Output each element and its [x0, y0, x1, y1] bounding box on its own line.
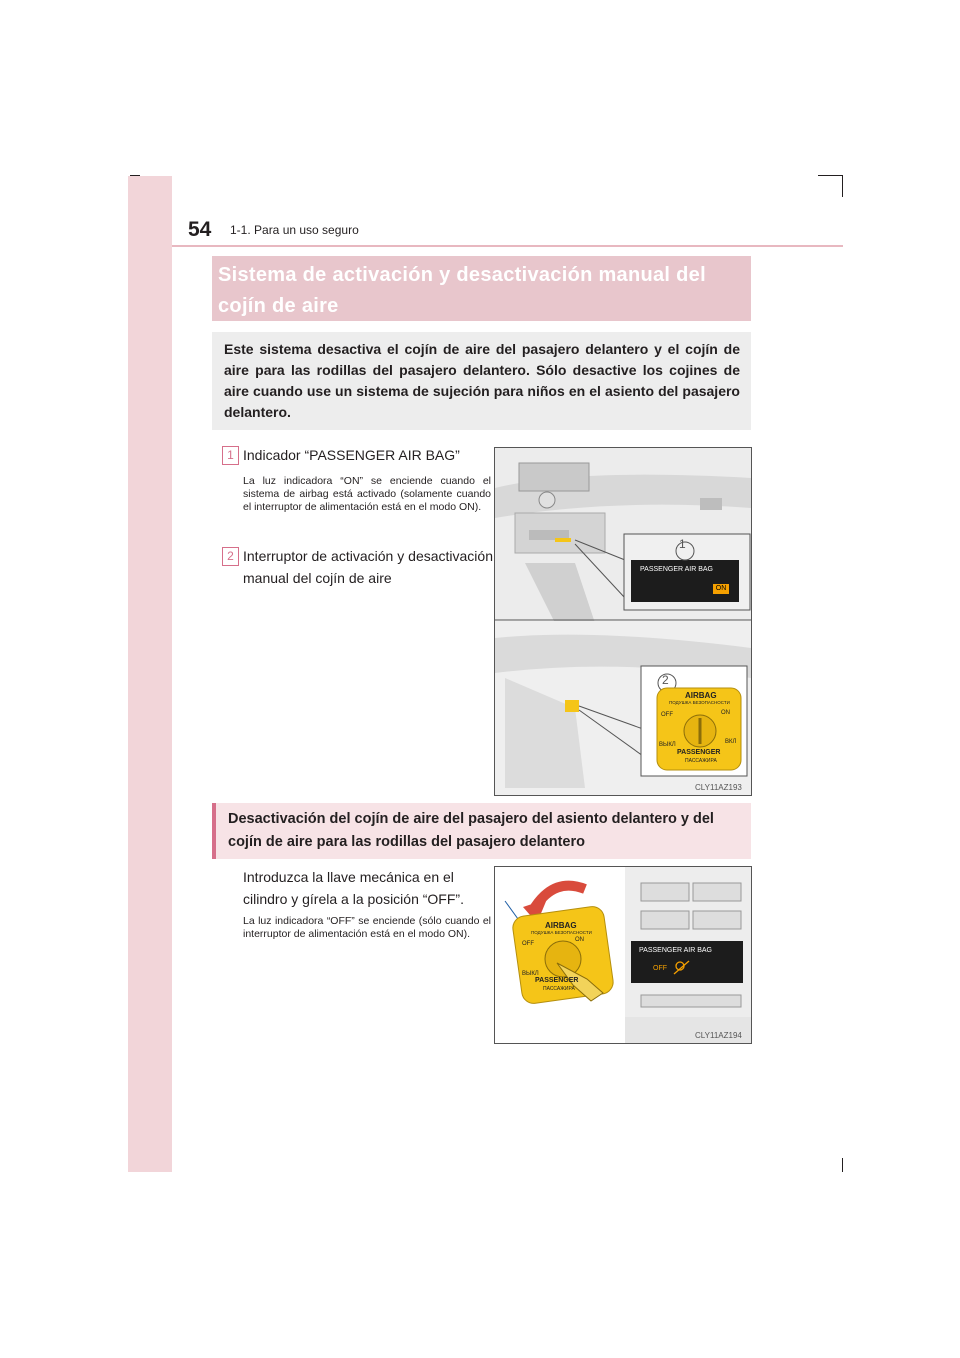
indicator-off-lamp: OFF: [653, 965, 667, 972]
crop-mark: [818, 175, 843, 176]
switch-off-label-ru: ВЫКЛ: [659, 742, 676, 748]
intro-text: Este sistema desactiva el cojín de aire del pasajero delantero y el cojín de aire para las rodillas del pasajero delantero. Sólo desactive los cojines de aire cuando use un sistema de sujeción para niños en el asiento del pasajero delantero.: [224, 341, 740, 420]
figure-deactivation: [494, 866, 752, 1044]
intro-box: [212, 332, 751, 430]
item-number-badge: 2: [222, 547, 239, 566]
instruction-note: La luz indicadora “OFF” se enciende (sólo cuando el interruptor de alimentación está en el modo ON).: [243, 915, 491, 940]
chapter-sidebar: [128, 176, 172, 1172]
switch-off-label-ru: ВЫКЛ: [522, 971, 539, 977]
switch-label-passenger-ru: ПАССАЖИРА: [543, 986, 575, 992]
figure-airbag-system: [494, 447, 752, 796]
crop-mark: [130, 175, 140, 176]
switch-label-passenger: PASSENGER: [535, 977, 579, 984]
figure-code: CLY11AZ193: [695, 783, 742, 792]
section-title-band: [212, 256, 751, 321]
switch-label-airbag: AIRBAG: [545, 921, 577, 930]
switch-label-passenger: PASSENGER: [677, 749, 721, 756]
switch-label-airbag-ru: ПОДУШКА БЕЗОПАСНОСТИ: [531, 930, 592, 935]
header-divider: [172, 245, 843, 247]
callout-number: 1: [679, 537, 686, 551]
subsection-title-band: [212, 803, 751, 859]
indicator-label: PASSENGER AIR BAG: [640, 566, 714, 573]
subsection-title: Desactivación del cojín de aire del pasajero del asiento delantero y del cojín de aire para las rodillas del pasajero delantero: [228, 811, 714, 850]
switch-off-label: OFF: [661, 712, 673, 718]
item-description: La luz indicadora “ON” se enciende cuando el sistema de airbag está activado (solamente cuando el interruptor de alimentación está en el modo ON).: [243, 475, 491, 513]
item-number-badge: 1: [222, 446, 239, 465]
crop-mark: [842, 175, 843, 197]
airbag-off-icon: [673, 960, 691, 976]
deactivation-illustration: [495, 867, 751, 1043]
switch-on-label-ru: ВКЛ: [725, 739, 737, 745]
instruction-text: Introduzca la llave mecánica en el cilindro y gírela a la posición “OFF”.: [243, 869, 464, 907]
switch-on-label: ON: [575, 937, 584, 943]
page-number: 54: [188, 218, 212, 241]
indicator-highlight: [555, 538, 571, 542]
item-title: Interruptor de activación y desactivación manual del cojín de aire: [243, 548, 493, 586]
figure-code: CLY11AZ194: [695, 1031, 742, 1040]
crop-mark: [842, 1158, 843, 1172]
switch-off-label: OFF: [522, 941, 534, 947]
switch-on-label: ON: [721, 710, 730, 716]
callout-number: 2: [662, 673, 669, 687]
switch-label-airbag: AIRBAG: [685, 691, 717, 700]
indicator-on-lamp: ON: [713, 584, 729, 594]
dashboard-illustration: [495, 448, 751, 795]
switch-label-passenger-ru: ПАССАЖИРА: [685, 758, 717, 764]
switch-label-airbag-ru: ПОДУШКА БЕЗОПАСНОСТИ: [669, 700, 730, 705]
section-reference: 1-1. Para un uso seguro: [230, 223, 359, 237]
section-title: Sistema de activación y desactivación manual del cojín de aire: [218, 264, 706, 317]
item-title: Indicador “PASSENGER AIR BAG”: [243, 447, 460, 463]
indicator-label: PASSENGER AIR BAG: [639, 947, 713, 954]
